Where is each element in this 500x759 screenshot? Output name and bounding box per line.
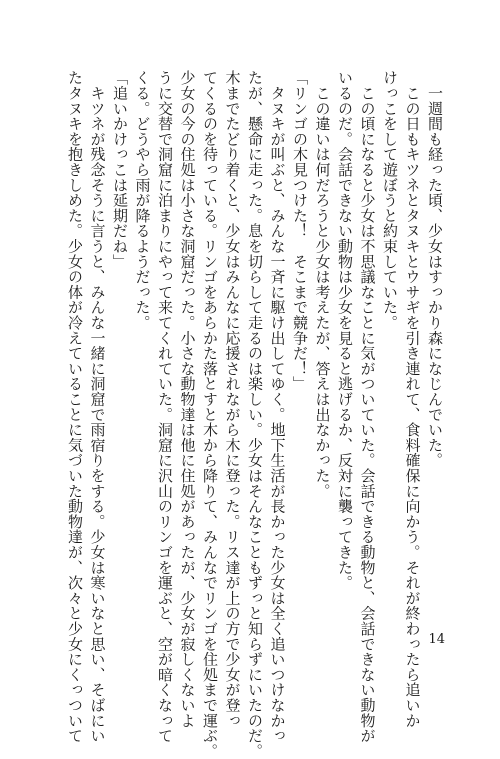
text-line: たタヌキを抱きしめた。少女の体が冷えていることに気づいた動物達が、次々と少女にくっついて <box>66 70 84 744</box>
text-line: この日もキツネとタヌキとウサギを引き連れて、食料確保に向かう。それが終わったら追いか <box>403 70 422 728</box>
text-line: タヌキが叫ぶと、みんな一斉に駆け出してゆく。地下生活が長かった少女は全く追いつけなかっ <box>268 70 287 744</box>
text-line: この違いは何だろうと少女は考えたが、答えは出なかった。 <box>313 70 332 499</box>
text-line: 一週間も経った頃、少女はすっかり森になじんでいた。 <box>426 70 444 468</box>
text-line: けっこをして遊ぼうと約束していた。 <box>381 70 399 331</box>
page-number: 14 <box>428 632 445 647</box>
text-line: キツネが残念そうに言うと、みんな一緒に洞窟で雨宿りをする。少女は寒いなと思い、そばにい <box>88 70 107 744</box>
text-line: てくるのを待っている。リンゴをあらかた落とすと木から降りて、みんなでリンゴを住処まで運ぶ。 <box>201 70 219 759</box>
text-line: 「リンゴの木見つけた！ そこまで競争だ！」 <box>291 70 309 392</box>
text-line: 「追いかけっこは延期だね」 <box>111 70 129 269</box>
text-line: いるのだ。会話できない動物は少女を見ると逃げるか、反対に襲ってきた。 <box>336 70 354 591</box>
text-line: くる。どうやら雨が降るようだった。 <box>133 70 152 331</box>
text-line: たが、懸命に走った。息を切らして走るのは楽しい。少女はそんなこともずっと知らずにいたのだ。 <box>246 70 264 759</box>
text-line: この頃になると少女は不思議なことに気がついていた。会話できる動物と、会話できない動物が <box>358 70 377 744</box>
text-line: 少女の今の住処は小さな洞窟だった。小さな動物達は他に住処があったが、少女が寂しくないよ <box>178 70 197 728</box>
text-line: うに交替で洞窟に泊まりにやって来てくれていた。洞窟に沢山のリンゴを運ぶと、空が暗くなって <box>156 70 174 744</box>
text-line: 木までたどり着くと、少女はみんなに応援されながら木に登った。リス達が上の方で少女が登っ <box>223 70 242 728</box>
